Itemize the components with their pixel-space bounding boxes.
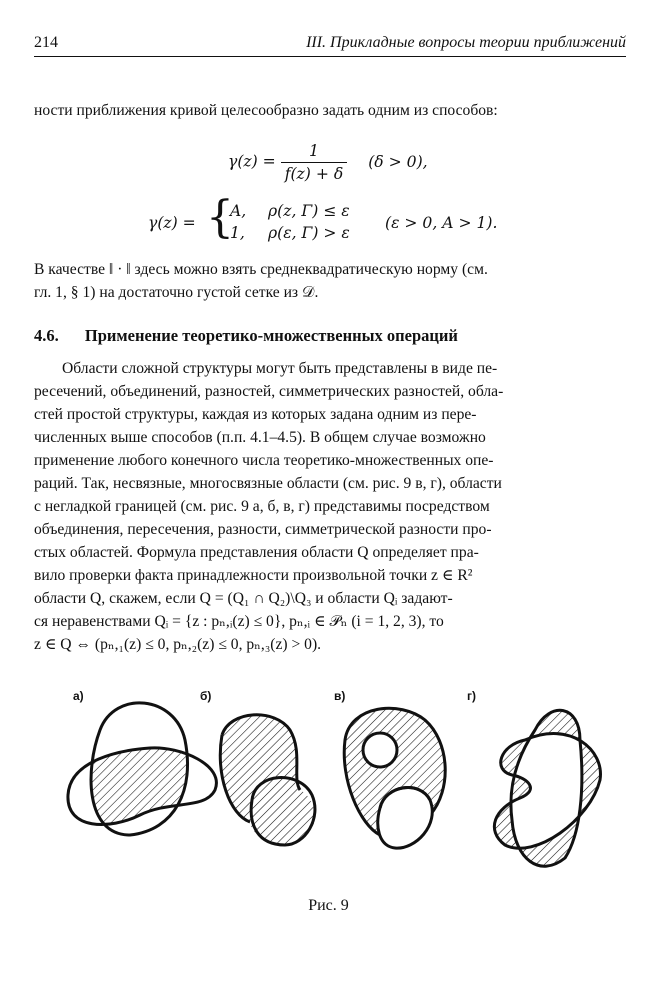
formula-1-numerator: 1: [309, 142, 319, 160]
paragraph-line: с негладкой границей (см. рис. 9 а, б, в, г) представимы посредством: [34, 498, 490, 515]
formula-2-case2-cond: ρ(ε, Γ) > ε: [268, 224, 350, 242]
paragraph-line: Области сложной структуры могут быть представлены в виде пе-: [62, 360, 498, 377]
intro-line: ности приближения кривой целесообразно задать одним из способов:: [34, 102, 498, 119]
formula-2-case1-cond: ρ(z, Γ) ≤ ε: [268, 202, 350, 220]
figure-label-b: б): [200, 689, 212, 703]
paragraph-line: численных выше способов (п.п. 4.1–4.5). В общем случае возможно: [34, 429, 486, 446]
formula-2-lhs: γ(z) =: [148, 214, 196, 232]
paragraph-line: стей простой структуры, каждая из которых задана одним из пере-: [34, 406, 477, 423]
formula-1-fraction: [281, 142, 348, 183]
paragraph-line: ресечений, объединений, разностей, симметрических разностей, обла-: [34, 383, 504, 400]
norm-line-2: гл. 1, § 1) на достаточно густой сетке из 𝒟.: [34, 284, 319, 301]
figure-b: [220, 715, 315, 846]
paragraph-line: раций. Так, несвязные, многосвязные области (см. рис. 9 в, г), области: [34, 475, 502, 492]
formula-1-lhs: γ(z) =: [228, 152, 276, 171]
figure-a: [68, 703, 216, 835]
section-number: 4.6.: [34, 326, 59, 345]
page-number: 214: [34, 34, 58, 51]
formula-2-condition: (ε > 0, A > 1).: [385, 214, 498, 232]
paragraph-line: стых областей. Формула представления области Q определяет пра-: [34, 544, 479, 561]
formula-2-case2-value: 1,: [230, 224, 245, 242]
formula-2: [148, 192, 528, 250]
paragraph-line: z ∈ Q ⇔ (pₙ,₁(z) ≤ 0, pₙ,₂(z) ≤ 0, pₙ,₃(z) > 0).: [34, 636, 322, 653]
paragraph-line: вило проверки факта принадлежности произвольной точки z ∈ R²: [34, 567, 473, 584]
running-title: III. Прикладные вопросы теории приближений: [306, 34, 626, 51]
paragraph-line: области Q, скажем, если Q = (Q₁ ∩ Q₂)\Q₃ и области Qᵢ задают-: [34, 590, 453, 607]
figure-v: [344, 708, 445, 848]
paragraph-line: применение любого конечного числа теоретико-множественных опе-: [34, 452, 494, 469]
formula-2-case1-value: A,: [230, 202, 247, 220]
figure-label-v: в): [334, 689, 346, 703]
figure-label-a: а): [73, 689, 84, 703]
section-title: Применение теоретико-множественных операций: [84, 326, 458, 345]
section-heading: [34, 326, 458, 346]
page-header: [34, 30, 626, 57]
formula-2-brace: {: [206, 192, 234, 243]
norm-line-1: В качестве ‖ · ‖ здесь можно взять среднеквадратическую норму (см.: [34, 261, 488, 278]
formula-1: [228, 142, 428, 183]
figure-label-g: г): [467, 689, 476, 703]
paragraph-line: ся неравенствами Qᵢ = {z : pₙ,ᵢ(z) ≤ 0}, pₙ,ᵢ ∈ 𝒫ₙ (i = 1, 2, 3), то: [34, 613, 444, 630]
figure-caption: Рис. 9: [308, 897, 349, 914]
figure-g: [494, 710, 600, 866]
formula-1-denominator: f(z) + δ: [281, 162, 348, 183]
formula-1-condition: (δ > 0),: [368, 152, 428, 171]
paragraph-line: объединения, пересечения, разности, симметрической разности про-: [34, 521, 492, 538]
figure-9-drawing: [0, 690, 657, 890]
paragraph: [34, 358, 626, 657]
